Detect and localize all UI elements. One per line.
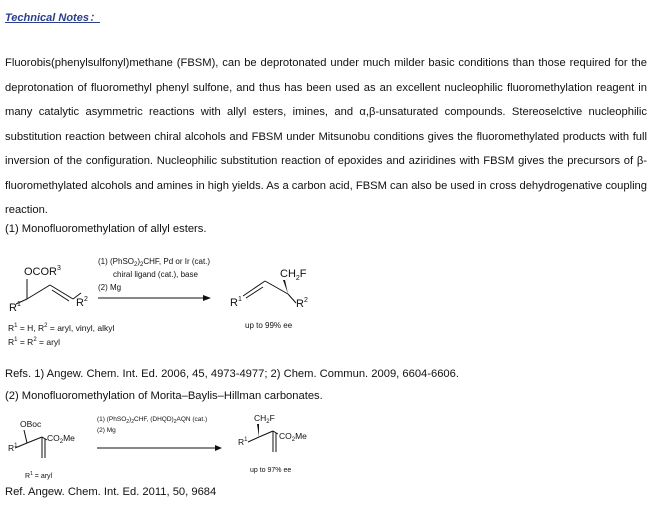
condition-3-text: (2) Mg	[98, 283, 122, 292]
reactant-r2-label: $R^2$	[76, 296, 88, 309]
product-ch2f-label: $CH_2F$	[280, 268, 307, 282]
references-2: Ref. Angew. Chem. Int. Ed. 2011, 50, 9684	[5, 486, 217, 498]
reactant2-r1-label: $R^1$	[8, 443, 18, 453]
section-2-title: (2) Monofluoromethylation of Morita–Baylis–Hillman carbonates.	[5, 390, 323, 402]
scheme-2-conditions	[97, 416, 222, 451]
product2-r1-label: $R^1$	[238, 437, 248, 447]
product2-stereo-wedge	[257, 424, 259, 437]
technical-notes-heading[interactable]: Technical Notes：	[5, 12, 100, 24]
fbsm-description-paragraph: Fluorobis(phenylsulfonyl)methane (FBSM), can be deprotonated under much milder basic conditions than those required for the deprotonation of fluoromethyl phenyl sulfone, and thus has been used as an excellent nucleophilic fluoromethylation reagent in many catalytic asymmetric reactions with allyl esters, imines, and α,β-unsaturated compounds. Stereoselctive nucleophilic substitution reaction between chiral alcohols and FBSM under Mitsunobu conditions gives the fluoromethylated products with full inversion of the configuration. Nucleophilic substitution reaction of epoxides and aziridines with FBSM gives the precursors of β-fluoromethylated alcohols and amines in high yields. As a carbon acid, FBSM can also be used in cross dehydrogenative coupling reaction.	[5, 57, 647, 216]
reactant-oboc-label: OBoc	[20, 419, 42, 429]
reactant2-c-c-bond	[27, 437, 42, 443]
product-r2-label: $R^2$	[296, 297, 308, 310]
product2-ester-label: $CO_2Me$	[279, 431, 307, 443]
reactant2-ester-label: $CO_2Me$	[47, 433, 75, 445]
scope-line-2: $R^1 = R^2$ = aryl	[8, 337, 61, 347]
scheme-2-product	[238, 413, 307, 474]
product2-c-c-bond	[259, 431, 273, 437]
reaction-arrow-2-head	[215, 445, 222, 451]
scope-line-1: $R^1 = H$, $R^2$ = aryl, vinyl, alkyl	[8, 323, 115, 333]
product-r1-label: $R^1$	[230, 296, 242, 309]
scheme-2-reactant	[8, 419, 75, 480]
reactant-ocor3-label: OCOR$^3$	[24, 265, 61, 278]
condition-1-text: (1) $(PhSO_2)_2CHF$, Pd or Ir (cat.)	[98, 257, 211, 268]
scheme-1-ee-note: up to 99% ee	[245, 321, 293, 330]
reactant2-c-o-bond	[24, 430, 27, 443]
scheme-2-ee-note: up to 97% ee	[250, 467, 292, 474]
product2-r1-bond	[248, 437, 259, 442]
reactant-r1-label: $R^1$	[9, 301, 21, 314]
scheme-2-scope: $R^1$ = aryl	[25, 471, 53, 480]
section-1-title: (1) Monofluoromethylation of allyl esters.	[5, 223, 207, 235]
condition-2-text: chiral ligand (cat.), base	[113, 270, 198, 279]
scheme-2-condition-2: (2) Mg	[97, 427, 116, 434]
references-1: Refs. 1) Angew. Chem. Int. Ed. 2006, 45, 4973-4977; 2) Chem. Commun. 2009, 6604-6606.	[5, 368, 459, 380]
product2-ch2f-label: $CH_2F$	[254, 413, 275, 425]
scheme-2-condition-1: (1) $(PhSO_2)_2CHF$, $(DHQD)_2AQN$ (cat.)	[97, 416, 208, 425]
